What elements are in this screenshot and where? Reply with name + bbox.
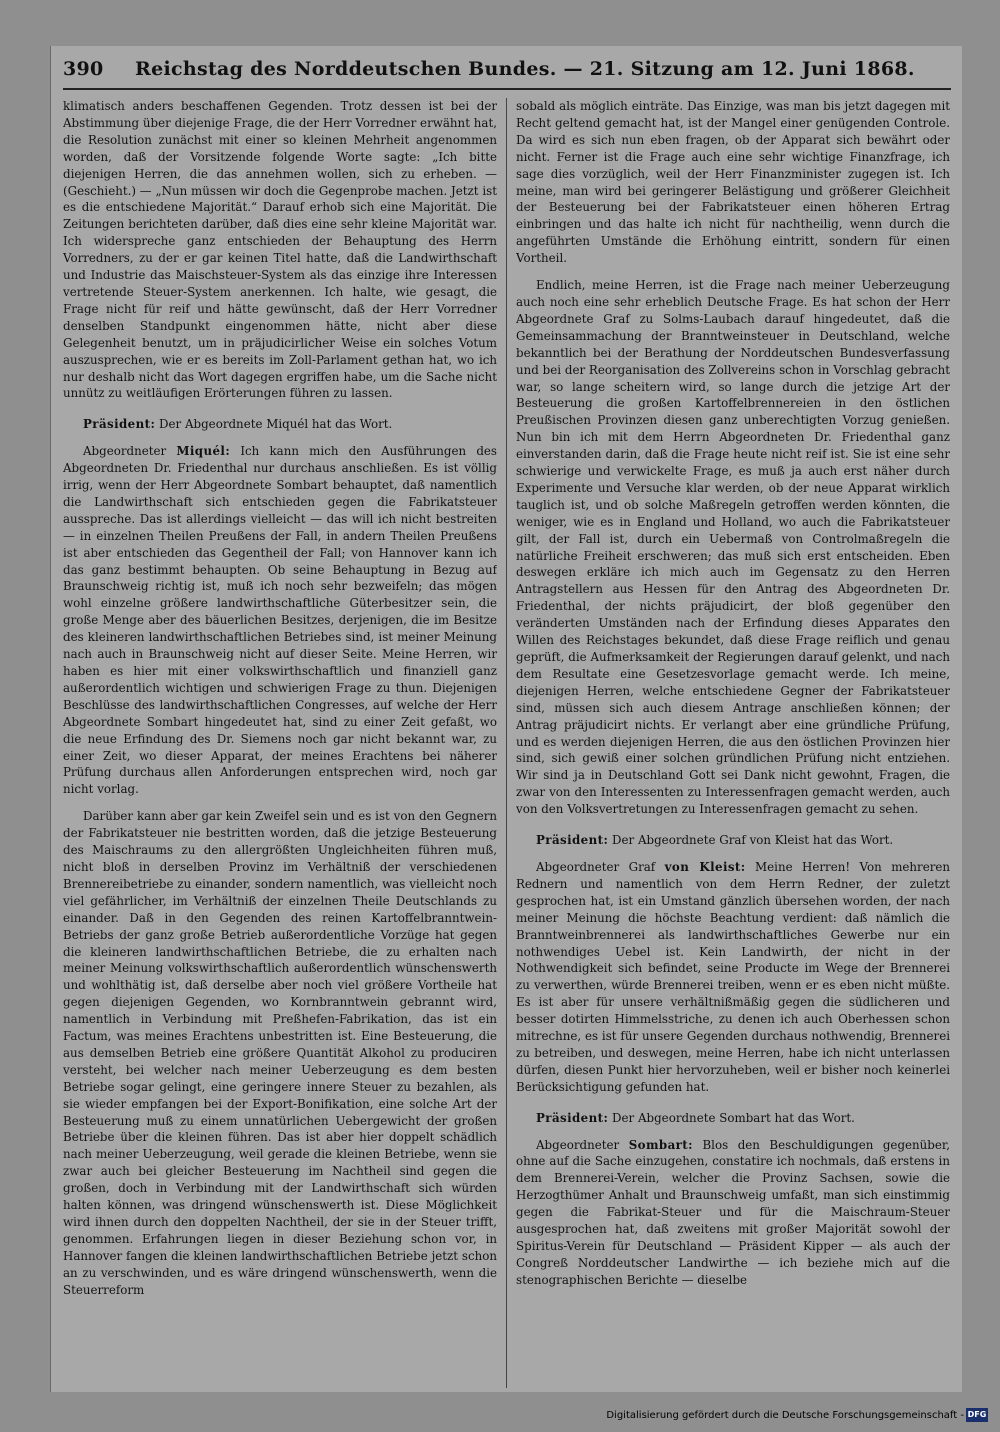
- page-title: Reichstag des Norddeutschen Bundes. — 21. Sitzung am 12. Juni 1868.: [135, 58, 915, 80]
- paragraph: [516, 98, 950, 267]
- speech-heading: [63, 416, 497, 433]
- speaker-name: von Kleist:: [664, 859, 746, 874]
- paragraph-text: Ich kann mich den Ausführungen des Abgeordneten Dr. Friedenthal nur durchaus anschließen. Es ist völlig irrig, wenn der Herr Abgeordnete Sombart behauptet, daß namentlich die Landwirthschaft sich entschieden gegen die Fabrikatsteuer ausspreche. Das ist allerdings vielleicht — das will ich nicht bestreiten — in einzelnen Theilen Preußens der Fall, in andern Theilen Preußens ist aber entschieden das Gegentheil der Fall; von Hannover kann ich das ganz bestimmt behaupten. Ob seine Behauptung in Bezug auf Braunschweig richtig ist, muß ich noch sehr bezweifeln; das mögen wohl einzelne größere landwirthschaftliche Güterbesitzer sein, die große Menge aber des bäuerlichen Besitzes, derjenigen, die im Besitze des kleineren landwirthschaftlichen Betriebes sind, ist meiner Meinung nach auch in Braunschweig nicht auf dieser Seite. Meine Herren, wir haben es hier mit einer volkswirthschaftlich und finanziell ganz außerordentlich wichtigen und schwierigen Frage zu thun. Diejenigen Beschlüsse des landwirthschaftlichen Congresses, auf welche der Herr Abgeordnete Sombart hingedeutet hat, sind zu einer Zeit gefaßt, wo die neue Erfindung des Dr. Siemens noch gar nicht bekannt war, zu einer Zeit, wo dieser Apparat, der meines Erachtens bei näherer Prüfung durchaus allen Anforderungen entsprechen wird, noch gar nicht vorlag.: [63, 444, 497, 797]
- newspaper-page: [50, 46, 962, 1392]
- speaker-prefix: Abgeordneter: [83, 444, 167, 459]
- funding-credit: Digitalisierung gefördert durch die Deutsche Forschungsgemeinschaft -: [606, 1410, 964, 1421]
- speech-heading: [516, 832, 950, 849]
- paragraph-text: Der Abgeordnete Miquél hat das Wort.: [159, 417, 393, 432]
- paragraph-text: Der Abgeordnete Sombart hat das Wort.: [612, 1110, 855, 1125]
- speech-heading: [516, 1110, 950, 1127]
- paragraph-text: sobald als möglich einträte. Das Einzige, was man bis jetzt dagegen mit Recht geltend gemacht hat, ist der Mangel einer genügenden Controle. Da wird es sich nun eben fragen, ob der Apparat sich bewährt oder nicht. Ferner ist die Frage auch eine sehr wichtige Finanzfrage, ich sage dies vorzüglich, weil der Herr Finanzminister zugegen ist. Ich meine, man wird bei geringerer Belästigung und größerer Gleichheit der Besteuerung bei der Fabrikatsteuer einen höheren Ertrag einbringen und das halte ich nicht für nachtheilig, wenn durch die angeführten Umstände die Erhöhung eintritt, sondern für einen Vortheil.: [516, 99, 950, 266]
- page-header: [63, 52, 951, 86]
- paragraph: [63, 443, 497, 798]
- paragraph-text: Endlich, meine Herren, ist die Frage nach meiner Ueberzeugung auch noch eine sehr erheblich Deutsche Frage. Es hat schon der Herr Abgeordnete Graf zu Solms-Laubach darauf hingedeutet, daß die Gemeinsammachung der Branntweinsteuer in Deutschland, welche bekanntlich bei der Berathung der Norddeutschen Bundesverfassung und bei der Reorganisation des Zollvereins schon in Vorschlag gebracht war, so lange scheitern wird, so lange durch die jetzige Art der Besteuerung die großen Kartoffelbrennereien in den östlichen Preußischen Provinzen diesen ganz unberechtigten Vorzug genießen. Nun bin ich mit dem Herrn Abgeordneten Dr. Friedenthal ganz einverstanden darin, daß die Frage heute nicht reif ist. Sie ist eine sehr schwierige und verwickelte Frage, es muß ja auch erst näher durch Experimente und Versuche klar werden, ob der neue Apparat wirklich tauglich ist, und ob solche Maßregeln getroffen werden könnten, die weniger, wie es in England und Holland, wo auch die Fabrikatsteuer gilt, der Fall ist, durch ein Uebermaß von Controlmaßregeln die natürliche Freiheit erschweren; das muß sich erst entscheiden. Eben deswegen erkläre ich mich auch im Gegensatz zu den Herren Antragstellern aus Hessen für den Antrag des Abgeordneten Dr. Friedenthal, der nichts präjudicirt, der bloß gegenüber den veränderten Umständen nach der Erfindung dieses Apparates den Willen des Reichstages bekundet, daß diese Frage reiflich und genau geprüft, die Aufmerksamkeit der Regierungen darauf gelenkt, und nach dem Resultate eine Gesetzesvorlage gemacht werde. Ich meine, diejenigen Herren, welche entschiedene Gegner der Fabrikatsteuer sind, müssen sich auch diesem Antrage anschließen können; der Antrag präjudicirt nichts. Er verlangt aber eine gründliche Prüfung, und es werden diejenigen Herren, die aus den östlichen Provinzen hier sind, sich gewiß einer solchen gründlichen Prüfung nicht entziehen. Wir sind ja in Deutschland Gott sei Dank nicht gewohnt, Fragen, die zwar von den Interessenten zu Interessenfragen gemacht werden, auch von den Volksvertretungen zu Interessenfragen gemacht zu sehen.: [516, 278, 950, 817]
- speaker-name: Präsident:: [536, 1110, 609, 1125]
- page-number: 390: [63, 58, 104, 80]
- paragraph-text: Der Abgeordnete Graf von Kleist hat das Wort.: [612, 833, 894, 848]
- paragraph: [63, 98, 497, 402]
- page-footer: [0, 1400, 1000, 1432]
- header-rule: [63, 88, 951, 90]
- paragraph-text: klimatisch anders beschaffenen Gegenden. Trotz dessen ist bei der Abstimmung über diejenige Frage, die der Herr Vorredner erwähnt hat, die Resolution zunächst mit einer so kleinen Mehrheit angenommen worden, daß der Vorsitzende folgende Worte sagte: „Ich bitte diejenigen Herren, die das annehmen wollen, sich zu erheben. — (Geschieht.) — „Nun müssen wir doch die Gegenprobe machen. Jetzt ist es die entschiedene Majorität.“ Darauf erhob sich eine Majorität. Die Zeitungen berichteten darüber, daß dies eine sehr kleine Majorität war. Ich widerspreche ganz entschieden der Behauptung des Herrn Vorredners, zu der er gar keinen Titel hatte, daß die Landwirthschaft und Industrie das Maischsteuer-System als das einzige ihre Interessen vertretende Steuer-System anerkennen. Ich halte, wie gesagt, die Frage nicht für reif und hätte gewünscht, daß der Herr Vorredner denselben Standpunkt eingenommen hätte, nicht aber diese Gelegenheit benutzt, um in präjudicirlicher Weise ein solches Votum auszusprechen, wie er es bereits im Zoll-Parlament gethan hat, wo ich nur deshalb nicht das Wort dagegen ergriffen habe, um die Sache nicht unnütz zu weitläufigen Erörterungen führen zu lassen.: [63, 99, 497, 401]
- paragraph: [516, 859, 950, 1096]
- paragraph: [516, 1137, 950, 1289]
- paragraph-text: Meine Herren! Von mehreren Rednern und namentlich von dem Herrn Redner, der zuletzt gesprochen hat, ist ein Umstand gänzlich übersehen worden, der nach meiner Meinung die höchste Beachtung verdient: daß nämlich die Branntweinbrennerei als landwirthschaftliches Gewerbe nur ein nothwendiges Uebel ist. Kein Landwirth, der nicht in der Nothwendigkeit sich befindet, seine Producte im Wege der Brennerei zu verwerthen, würde Brennerei treiben, wenn er es eben nicht müßte. Es ist aber für unsere verhältnißmäßig gegen die südlicheren und besser dotirten Himmelsstriche, zu denen ich auch Oberhessen schon mitrechne, es ist für unsere Gegenden durchaus nothwendig, Brennerei zu betreiben, und deswegen, meine Herren, habe ich nicht unterlassen dürfen, diesen Punkt hier hervorzuheben, weil er bisher noch keinerlei Berücksichtigung gefunden hat.: [516, 859, 950, 1094]
- speaker-name: Präsident:: [83, 417, 156, 432]
- speaker-name: Präsident:: [536, 833, 609, 848]
- left-column: [63, 98, 497, 1388]
- paragraph-text: Blos den Beschuldigungen gegenüber, ohne auf die Sache einzugehen, constatire ich nochmals, daß erstens in dem Brennerei-Verein, welcher die Provinz Sachsen, sowie die Herzogthümer Anhalt und Braunschweig umfaßt, man sich einstimmig gegen die Fabrikat-Steuer und für die Maischraum-Steuer ausgesprochen hat, daß zweitens mit großer Majorität sowohl der Spiritus-Verein für Deutschland — Präsident Kipper — als auch der Congreß Norddeutscher Landwirthe — ich beziehe mich auf die stenographischen Berichte — dieselbe: [516, 1137, 950, 1287]
- paragraph-text: Darüber kann aber gar kein Zweifel sein und es ist von den Gegnern der Fabrikatsteuer nie bestritten worden, daß die jetzige Besteuerung des Maischraums zu den allergrößten Ungleichheiten führen muß, nicht bloß in derselben Provinz im Verhältniß der verschiedenen Brennereibetriebe zu einander, sondern namentlich, was vielleicht noch viel gefährlicher, im Verhältniß der einzelnen Theile Deutschlands zu einander. Daß in den Gegenden des reinen Kartoffelbranntwein-Betriebs der ganz große Betrieb außerordentliche Vorzüge hat gegen die kleineren landwirthschaftlichen Betriebe, die zu erhalten nach meiner Meinung volkswirthschaftlich außerordentlich wünschenswerth und wohlthätig ist, daß derselbe aber noch viel größere Vortheile hat gegen diejenigen Gegenden, wo Kornbranntwein gebrannt wird, namentlich in Verbindung mit Preßhefen-Fabrikation, das ist ein Factum, was meines Erachtens unbestritten ist. Eine Besteuerung, die aus demselben Betrieb eine größere Quantität Alkohol zu produciren versteht, bei welcher nach meiner Ueberzeugung es dem besten Betriebe sogar gelingt, eine geringere innere Steuer zu bezahlen, als sie wieder empfangen bei der Export-Bonifikation, eine solche Art der Besteuerung muß zu einem unnatürlichen Uebergewicht der großen Betriebe über die kleinen führen. Das ist aber hier doppelt schädlich nach meiner Ueberzeugung, weil gerade die kleinen Betriebe, wenn sie zwar auch bei gleicher Besteuerung im Nachtheil sind gegen die großen, doch in Verbindung mit der Landwirthschaft sich würden halten können, was dringend wünschenswerth ist. Diese Möglichkeit wird ihnen durch den doppelten Nachtheil, der sie in der Steuer trifft, genommen. Erfahrungen liegen in dieser Beziehung schon vor, in Hannover fangen die kleinen landwirthschaftlichen Betriebe jetzt schon an zu verschwinden, und es wäre dringend wünschenswerth, wenn die Steuerreform: [63, 809, 497, 1297]
- speaker-prefix: Abgeordneter: [536, 1137, 620, 1152]
- dfg-logo: DFG: [966, 1408, 988, 1422]
- speaker-name: Sombart:: [628, 1137, 693, 1152]
- paragraph: [63, 808, 497, 1298]
- paragraph: [516, 277, 950, 818]
- right-column: [516, 98, 950, 1388]
- column-divider: [506, 98, 507, 1388]
- speaker-prefix: Abgeordneter Graf: [536, 859, 656, 874]
- speaker-name: Miquél:: [176, 444, 231, 459]
